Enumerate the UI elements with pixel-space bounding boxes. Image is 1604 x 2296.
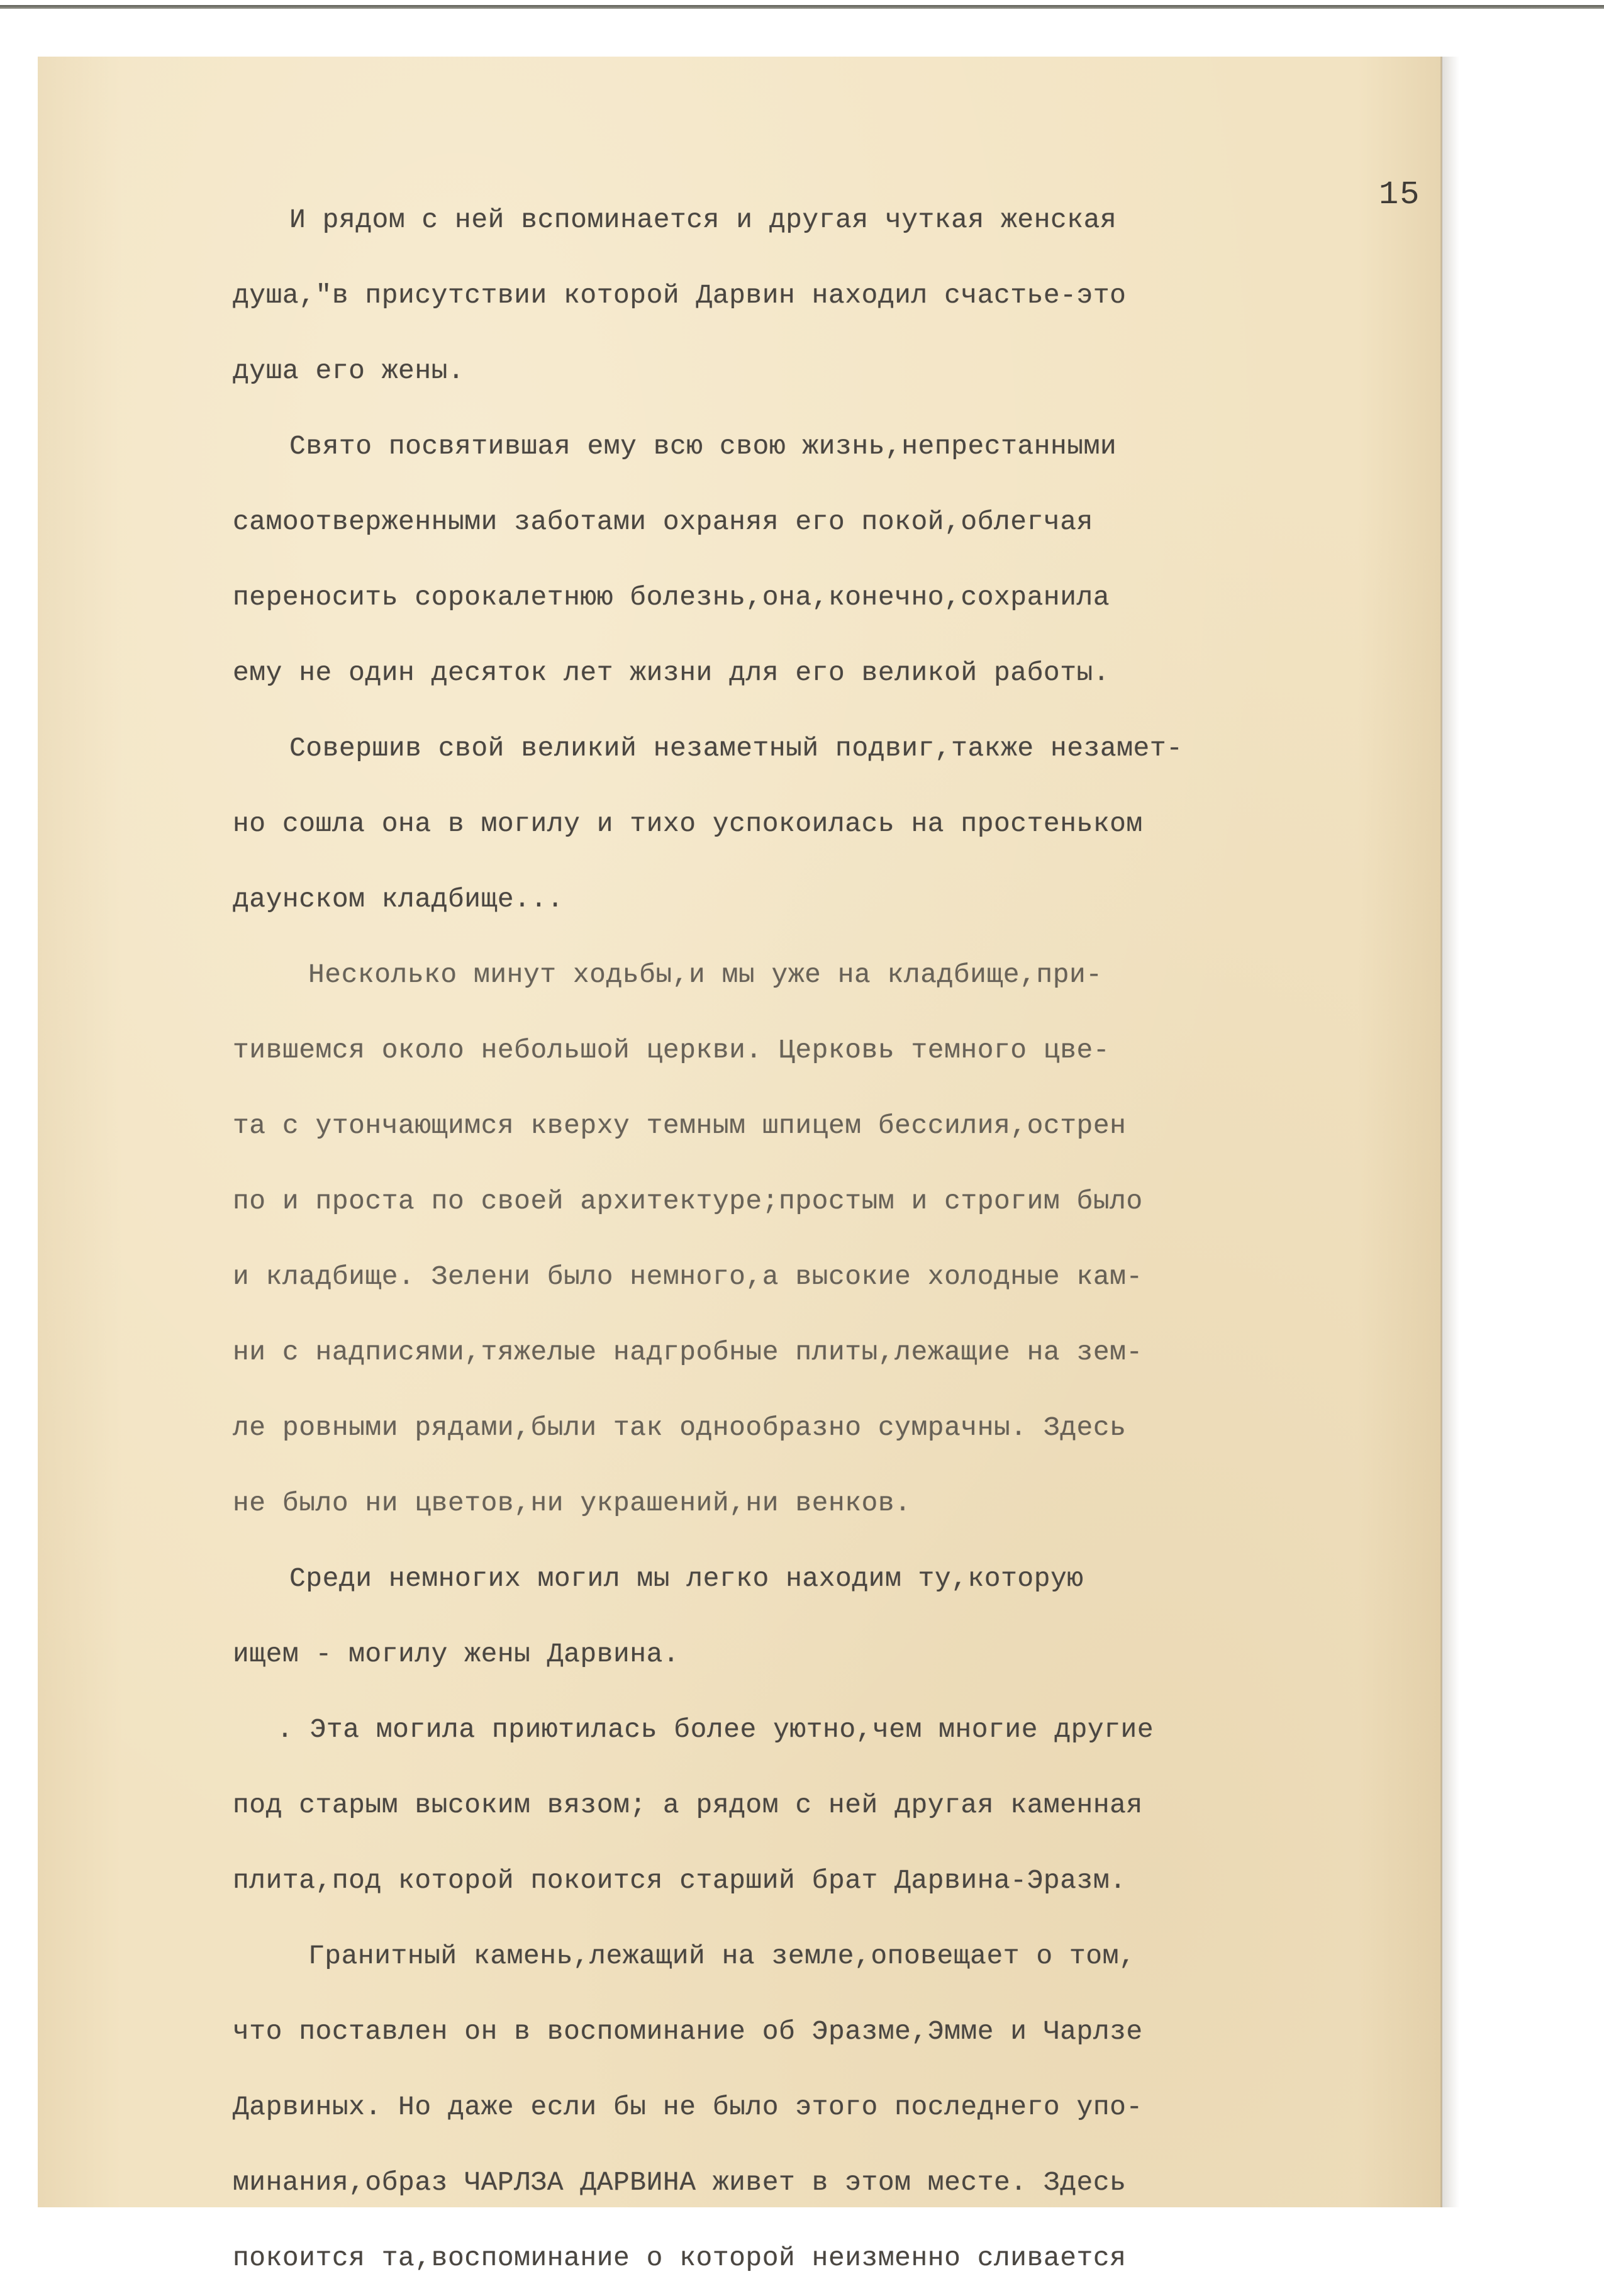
- text-line: самоотверженными заботами охраняя его покой,облегчая: [233, 506, 1093, 537]
- text-line: тившемся около небольшой церкви. Церковь темного цве-: [233, 1035, 1110, 1066]
- text-line: переносить сорокалетнюю болезнь,она,конечно,сохранила: [233, 582, 1110, 613]
- text-line: но сошла она в могилу и тихо успокоилась на простеньком: [233, 808, 1143, 839]
- page-body: [233, 182, 1403, 2296]
- text-line: Дарвиных. Но даже если бы не было этого последнего упо-: [233, 2092, 1143, 2122]
- text-line: ему не один десяток лет жизни для его великой работы.: [233, 657, 1110, 688]
- text-line: по и проста по своей архитектуре;простым и строгим было: [233, 1186, 1143, 1217]
- text-line: что поставлен он в воспоминание об Эразме,Эмме и Чарлзе: [233, 2016, 1143, 2047]
- text-line: душа,"в присутствии которой Дарвин находил счастье-это: [233, 280, 1127, 311]
- text-line: покоится та,воспоминание о которой неизменно сливается: [233, 2243, 1127, 2273]
- page-edge-shadow: [1440, 57, 1459, 2207]
- text-line: минания,образ ЧАРЛЗА ДАРВИНА живет в этом месте. Здесь: [233, 2167, 1127, 2198]
- text-line: Гранитный камень,лежащий на земле,оповещает о том,: [308, 1941, 1136, 1971]
- text-line: ищем - могилу жены Дарвина.: [233, 1639, 680, 1669]
- text-line: душа его жены.: [233, 355, 465, 386]
- text-line: Среди немногих могил мы легко находим ту,которую: [289, 1563, 1084, 1594]
- scan-top-border: [0, 5, 1604, 9]
- text-line: даунском кладбище...: [233, 884, 564, 915]
- text-line: под старым высоким вязом; а рядом с ней другая каменная: [233, 1790, 1143, 1820]
- text-line: не было ни цветов,ни украшений,ни венков.: [233, 1488, 911, 1519]
- text-line: И рядом с ней вспоминается и другая чуткая женская: [289, 204, 1117, 235]
- text-line: Несколько минут ходьбы,и мы уже на кладбище,при-: [308, 959, 1103, 990]
- page-number: 15: [1379, 176, 1421, 213]
- text-line: ле ровными рядами,были так однообразно сумрачны. Здесь: [233, 1412, 1127, 1443]
- text-line: . Эта могила приютилась более уютно,чем многие другие: [277, 1714, 1154, 1745]
- text-line: та с утончающимся кверху темным шпицем бессилия,острен: [233, 1110, 1127, 1141]
- text-line: Свято посвятившая ему всю свою жизнь,непрестанными: [289, 431, 1117, 462]
- text-line: и кладбище. Зелени было немного,а высокие холодные кам-: [233, 1261, 1143, 1292]
- text-line: ни с надписями,тяжелые надгробные плиты,лежащие на зем-: [233, 1337, 1143, 1368]
- text-line: плита,под которой покоится старший брат Дарвина-Эразм.: [233, 1865, 1127, 1896]
- text-line: Совершив свой великий незаметный подвиг,также незамет-: [289, 733, 1183, 764]
